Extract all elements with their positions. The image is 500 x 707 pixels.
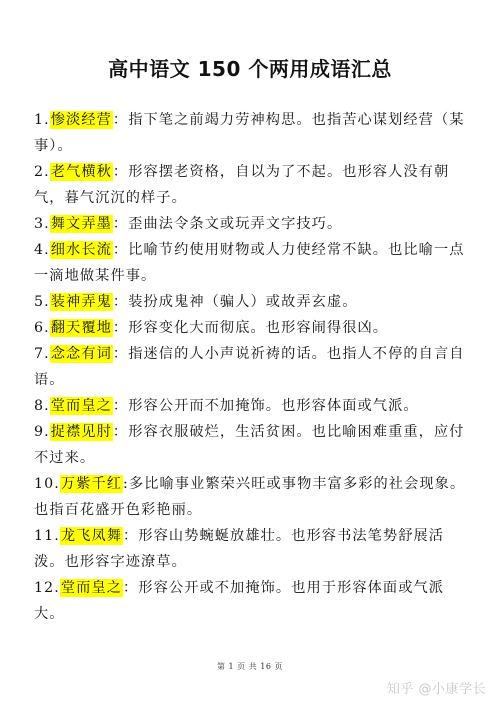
idiom-term: 舞文弄墨	[50, 216, 112, 232]
idiom-entry	[34, 523, 468, 575]
separator: ：	[112, 294, 129, 310]
entry-number: 7.	[34, 346, 50, 362]
page-number: 第 1 页 共 16 页	[217, 662, 283, 671]
idiom-definition: 指迷信的人小声说祈祷的话。也指人不停的自言自语。	[34, 346, 465, 388]
idiom-term: 捉襟见肘	[50, 424, 112, 440]
idiom-definition: 装扮成鬼神（骗人）或故弄玄虚。	[128, 294, 358, 310]
separator: :	[123, 476, 129, 492]
idiom-entry	[34, 211, 468, 237]
idiom-definition: 歪曲法令条文或玩弄文字技巧。	[128, 216, 343, 232]
watermark: 知乎 @小康学长	[386, 682, 486, 697]
entry-number: 5.	[34, 294, 50, 310]
idiom-term: 惨淡经营	[50, 112, 112, 128]
idiom-term: 念念有词	[50, 346, 112, 362]
idiom-list	[34, 107, 468, 627]
entry-number: 8.	[34, 398, 50, 414]
entry-number: 11.	[34, 528, 60, 544]
idiom-entry	[34, 237, 468, 289]
idiom-entry	[34, 289, 468, 315]
separator: ：	[123, 528, 139, 544]
idiom-definition: 指下笔之前竭力劳神构思。也指苦心谋划经营（某事）。	[34, 112, 465, 154]
idiom-term: 堂而皇之	[50, 398, 112, 414]
idiom-term: 龙飞凤舞	[60, 528, 123, 544]
idiom-definition: 形容公开而不加掩饰。也形容体面或气派。	[128, 398, 419, 414]
idiom-term: 堂而皇之	[60, 580, 123, 596]
idiom-term: 翻天覆地	[50, 320, 112, 336]
idiom-definition: 形容摆老资格，自以为了不起。也形容人没有朝气，暮气沉沉的样子。	[34, 164, 450, 206]
separator: ：	[112, 398, 129, 414]
idiom-definition: 形容山势蜿蜒放雄壮。也形容书法笔势舒展活泼。也形容字迹潦草。	[34, 528, 445, 570]
idiom-definition: 多比喻事业繁荣兴旺或事物丰富多彩的社会现象。也指百花盛开色彩艳丽。	[34, 476, 466, 518]
idiom-definition: 形容变化大而彻底。也形容闹得很凶。	[128, 320, 389, 336]
idiom-entry	[34, 159, 468, 211]
entry-number: 6.	[34, 320, 50, 336]
entry-number: 4.	[34, 242, 50, 258]
separator: ：	[123, 580, 139, 596]
separator: ：	[112, 216, 129, 232]
separator: ：	[112, 164, 129, 180]
idiom-definition: 比喻节约使用财物或人力使经常不缺。也比喻一点一滴地做某件事。	[34, 242, 465, 284]
separator: ：	[112, 320, 129, 336]
idiom-entry	[34, 107, 468, 159]
separator: ：	[112, 242, 129, 258]
idiom-term: 细水长流	[50, 242, 112, 258]
separator: ：	[112, 112, 129, 128]
idiom-entry	[34, 471, 468, 523]
separator: ：	[112, 424, 129, 440]
entry-number: 1.	[34, 112, 50, 128]
idiom-entry	[34, 341, 468, 393]
idiom-definition: 形容衣服破烂，生活贫困。也比喻困难重重，应付不过来。	[34, 424, 465, 466]
separator: ：	[112, 346, 129, 362]
page-title: 高中语文 150 个两用成语汇总	[108, 57, 392, 81]
idiom-definition: 形容公开或不加掩饰。也用于形容体面或气派大。	[34, 580, 445, 622]
idiom-term: 老气横秋	[50, 164, 112, 180]
entry-number: 10.	[34, 476, 60, 492]
idiom-term: 万紫千红	[60, 476, 123, 492]
idiom-entry	[34, 393, 468, 419]
idiom-entry	[34, 575, 468, 627]
idiom-term: 装神弄鬼	[50, 294, 112, 310]
idiom-entry	[34, 419, 468, 471]
idiom-entry	[34, 315, 468, 341]
entry-number: 9.	[34, 424, 50, 440]
entry-number: 3.	[34, 216, 50, 232]
entry-number: 12.	[34, 580, 60, 596]
entry-number: 2.	[34, 164, 50, 180]
